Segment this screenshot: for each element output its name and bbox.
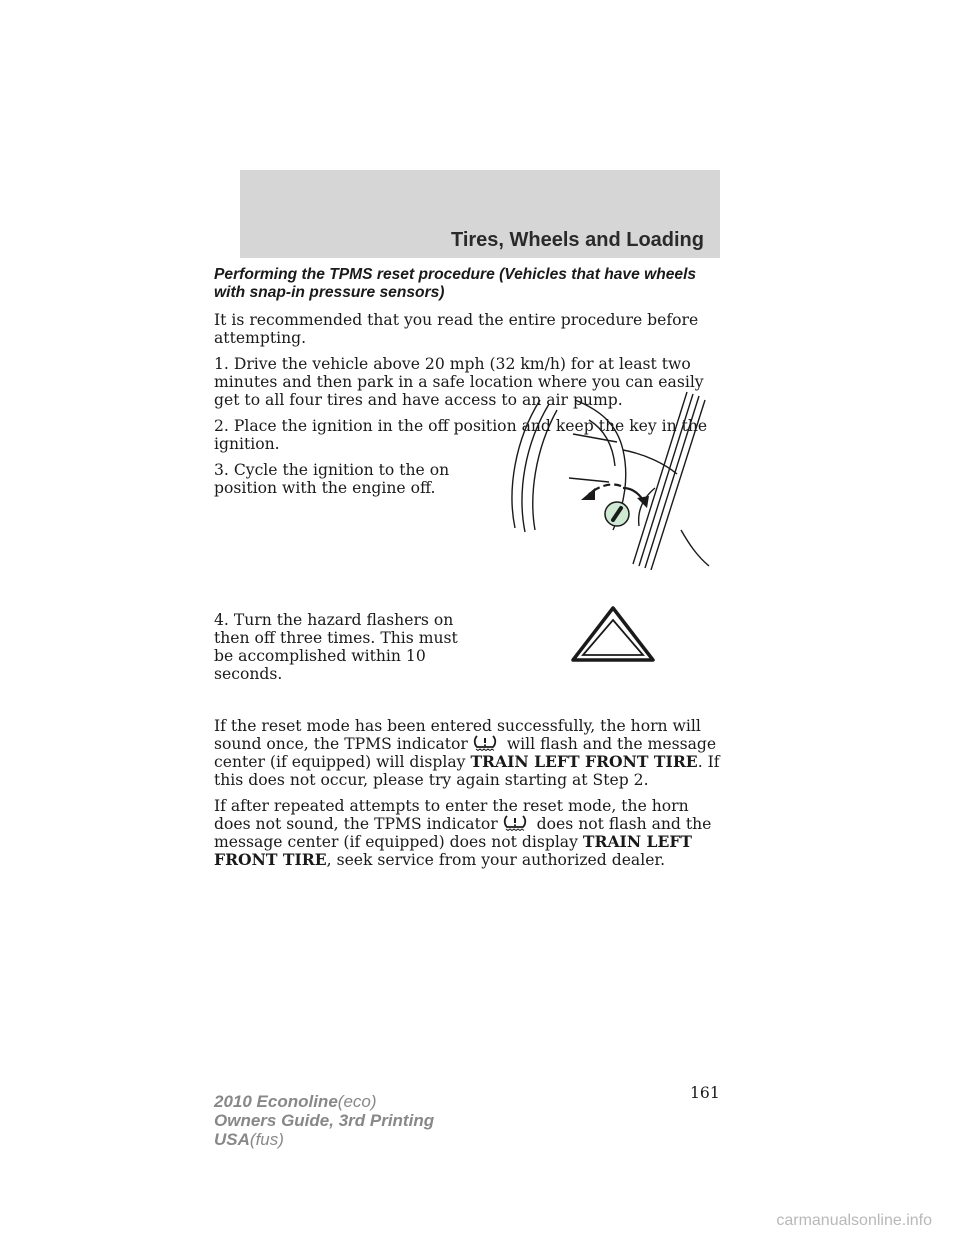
procedure-heading <box>214 266 724 302</box>
footer-model: 2010 Econoline <box>214 1092 338 1111</box>
step-4: 4. Turn the hazard flashers on then off three times. This must be accomplished within 10 seconds. <box>214 611 458 683</box>
tpms-warning-icon <box>468 735 502 751</box>
footer-guide: Owners Guide, 3rd Printing <box>214 1111 435 1130</box>
tpms-warning-icon <box>498 815 532 831</box>
hazard-triangle-icon <box>570 605 656 663</box>
train-left-front-tire-message: TRAIN LEFT FRONT TIRE <box>214 832 693 869</box>
page-content <box>214 266 724 877</box>
footer-market: USA <box>214 1130 250 1149</box>
intro-paragraph: It is recommended that you read the entire procedure before attempting. <box>214 311 699 347</box>
failure-text-2: does not flash and the message center (if equipped) does not display <box>214 815 712 851</box>
success-text-1: If the reset mode has been entered successfully, the horn will sound once, the TPMS indicator <box>214 717 701 753</box>
page-number: 161 <box>690 1084 720 1102</box>
success-text-2: will flash and the message center (if equipped) will display <box>214 735 717 771</box>
failure-paragraph <box>214 797 724 869</box>
footer-model-code: (eco) <box>337 1092 377 1111</box>
heading-line-2: with snap-in pressure sensors) <box>214 284 445 301</box>
success-text-3: . If this does not occur, please try again starting at Step 2. <box>214 753 720 789</box>
document-footer <box>214 1092 434 1149</box>
step-1: 1. Drive the vehicle above 20 mph (32 km/h) for at least two minutes and then park in a safe location where you can easily get to all four tires and have access to an air pump. <box>214 355 704 409</box>
heading-line-1: Performing the TPMS reset procedure (Vehicles that have wheels <box>214 266 697 283</box>
failure-text-1: If after repeated attempts to enter the reset mode, the horn does not sound, the TPMS indicator <box>214 797 689 833</box>
success-paragraph <box>214 717 724 789</box>
section-header <box>240 170 720 258</box>
ignition-key-icon <box>505 380 710 570</box>
section-title: Tires, Wheels and Loading <box>450 229 704 251</box>
train-left-front-tire-message: TRAIN LEFT FRONT TIRE <box>470 752 698 771</box>
step-2: 2. Place the ignition in the off position and keep the key in the ignition. <box>214 417 708 453</box>
step-3: 3. Cycle the ignition to the on position with the engine off. <box>214 461 450 497</box>
footer-market-code: (fus) <box>249 1130 284 1149</box>
failure-text-3: , seek service from your authorized dealer. <box>326 851 666 869</box>
site-watermark: carmanualsonline.info <box>776 1212 932 1229</box>
